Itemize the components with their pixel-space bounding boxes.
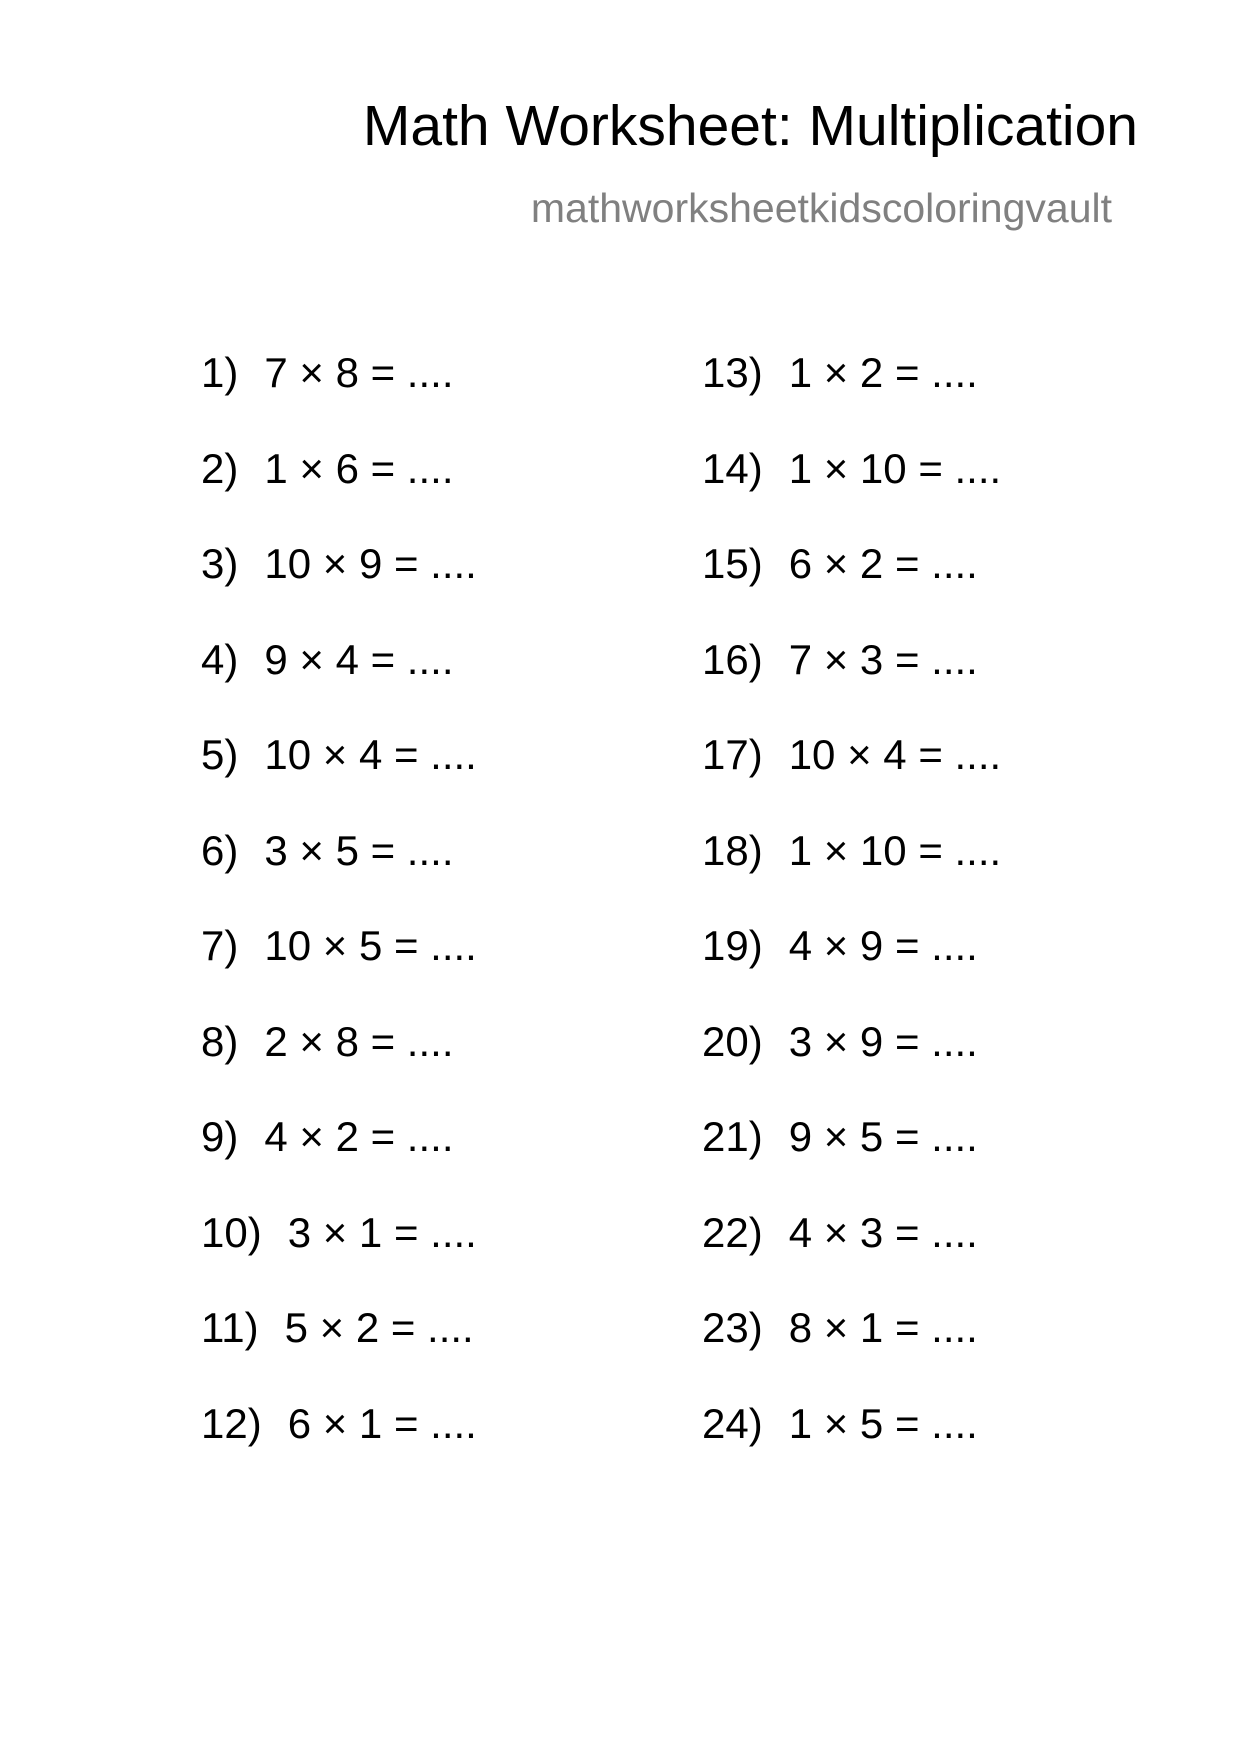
problem-number: 7) bbox=[201, 922, 239, 969]
problem-number: 11) bbox=[201, 1304, 259, 1351]
problem-expression: 1 × 10 = .... bbox=[788, 826, 1002, 874]
problem-item bbox=[702, 1113, 1001, 1212]
problem-number: 8) bbox=[201, 1017, 239, 1065]
problem-number: 13) bbox=[702, 349, 763, 396]
problem-number: 2) bbox=[201, 444, 239, 492]
problem-expression: 1 × 10 = .... bbox=[788, 444, 1002, 492]
problem-expression: 3 × 9 = .... bbox=[788, 1017, 978, 1065]
problem-item bbox=[702, 540, 1001, 639]
problem-expression: 1 × 6 = .... bbox=[264, 444, 454, 492]
problem-item bbox=[201, 1113, 477, 1212]
problem-number: 15) bbox=[702, 540, 763, 587]
problem-column-right bbox=[702, 349, 1002, 1498]
problem-item bbox=[201, 922, 477, 1021]
problem-expression: 2 × 8 = .... bbox=[264, 1017, 454, 1065]
problem-item bbox=[702, 444, 1002, 544]
problem-expression: 1 × 5 = .... bbox=[788, 1399, 978, 1447]
problem-expression: 5 × 2 = .... bbox=[284, 1304, 474, 1351]
problem-item bbox=[702, 922, 1001, 1021]
problem-item bbox=[702, 1399, 1001, 1499]
problem-expression: 4 × 3 = .... bbox=[788, 1208, 978, 1256]
problem-number: 4) bbox=[201, 635, 239, 683]
problem-expression: 10 × 9 = .... bbox=[264, 540, 477, 587]
problem-number: 9) bbox=[201, 1113, 239, 1160]
problem-expression: 10 × 4 = .... bbox=[264, 731, 477, 778]
problem-item bbox=[702, 1017, 1001, 1117]
problem-item bbox=[702, 635, 1001, 735]
problem-item bbox=[201, 1017, 477, 1117]
problem-number: 3) bbox=[201, 540, 239, 587]
problem-item bbox=[201, 1399, 477, 1499]
problem-expression: 10 × 4 = .... bbox=[788, 731, 1002, 778]
problem-column-left bbox=[201, 349, 477, 1498]
problem-expression: 10 × 5 = .... bbox=[264, 922, 477, 969]
problem-item bbox=[201, 349, 477, 448]
problem-expression: 3 × 1 = .... bbox=[287, 1208, 477, 1256]
problem-number: 19) bbox=[702, 922, 763, 969]
problem-item bbox=[702, 731, 1002, 830]
problem-expression: 1 × 2 = .... bbox=[788, 349, 978, 396]
problem-number: 5) bbox=[201, 731, 239, 778]
problem-item bbox=[201, 1208, 477, 1308]
problem-item bbox=[201, 1304, 477, 1403]
page-title: Math Worksheet: Multiplication bbox=[362, 94, 1138, 158]
problem-number: 16) bbox=[702, 635, 763, 683]
problem-item bbox=[201, 540, 477, 639]
problem-item bbox=[702, 826, 1002, 926]
problem-expression: 3 × 5 = .... bbox=[264, 826, 454, 874]
problem-number: 12) bbox=[201, 1399, 262, 1447]
problem-number: 10) bbox=[201, 1208, 262, 1256]
problem-expression: 6 × 2 = .... bbox=[788, 540, 978, 587]
problem-number: 18) bbox=[702, 826, 763, 874]
problem-number: 17) bbox=[702, 731, 763, 778]
problem-expression: 7 × 3 = .... bbox=[788, 635, 978, 683]
problem-item bbox=[201, 635, 477, 735]
problem-expression: 4 × 9 = .... bbox=[788, 922, 978, 969]
problem-item bbox=[702, 1304, 1001, 1403]
problem-expression: 8 × 1 = .... bbox=[788, 1304, 978, 1351]
problem-expression: 7 × 8 = .... bbox=[264, 349, 454, 396]
problem-number: 6) bbox=[201, 826, 239, 874]
problem-expression: 9 × 5 = .... bbox=[788, 1113, 978, 1160]
problem-number: 23) bbox=[702, 1304, 763, 1351]
problem-item bbox=[201, 444, 477, 544]
problem-item bbox=[702, 1208, 1001, 1308]
problem-number: 21) bbox=[702, 1113, 763, 1160]
problem-item bbox=[201, 731, 477, 830]
problem-number: 14) bbox=[702, 444, 763, 492]
problem-number: 22) bbox=[702, 1208, 763, 1256]
problem-item bbox=[201, 826, 477, 926]
problem-number: 20) bbox=[702, 1017, 763, 1065]
problem-expression: 4 × 2 = .... bbox=[264, 1113, 454, 1160]
problem-number: 24) bbox=[702, 1399, 763, 1447]
problem-expression: 6 × 1 = .... bbox=[287, 1399, 477, 1447]
problem-expression: 9 × 4 = .... bbox=[264, 635, 454, 683]
problem-item bbox=[702, 349, 1001, 448]
problem-number: 1) bbox=[201, 349, 239, 396]
page-subtitle: mathworksheetkidscoloringvault bbox=[530, 185, 1112, 231]
